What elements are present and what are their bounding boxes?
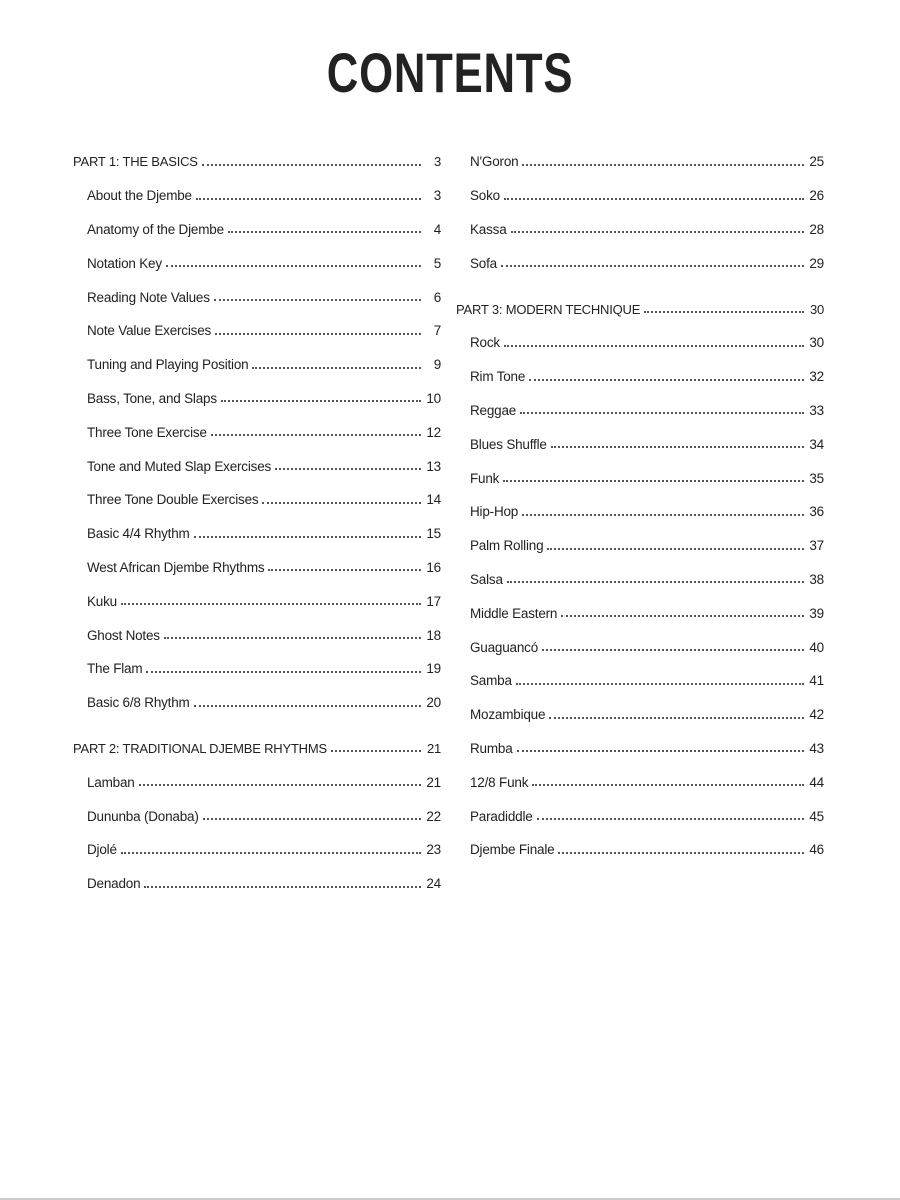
dot-leader — [551, 446, 804, 448]
toc-page-number: 26 — [809, 188, 824, 204]
toc-page-number: 14 — [426, 492, 441, 508]
toc-entry[interactable] — [73, 246, 441, 280]
toc-page-number: 40 — [809, 639, 824, 655]
dot-leader — [275, 468, 421, 470]
toc-page-number: 30 — [809, 301, 824, 317]
dot-leader — [144, 886, 421, 888]
toc-right-column — [456, 145, 824, 867]
dot-leader — [215, 333, 421, 335]
toc-entry[interactable] — [73, 415, 441, 449]
toc-entry-label: About the Djembe — [87, 188, 192, 204]
toc-entry-label: PART 1: THE BASICS — [73, 154, 198, 170]
toc-entry-label: Blues Shuffle — [470, 436, 547, 452]
toc-page-number: 46 — [809, 842, 824, 858]
toc-entry[interactable] — [73, 449, 441, 483]
toc-page-number: 44 — [809, 774, 824, 790]
dot-leader — [511, 231, 804, 233]
toc-entry-label: Three Tone Exercise — [87, 424, 207, 440]
toc-page-number: 16 — [426, 559, 441, 575]
toc-page-number: 42 — [809, 707, 824, 723]
toc-entry-label: Basic 4/4 Rhythm — [87, 526, 190, 542]
toc-entry[interactable] — [456, 213, 824, 247]
toc-page-number: 33 — [809, 402, 824, 418]
toc-page-number: 36 — [809, 504, 824, 520]
toc-entry[interactable] — [456, 799, 824, 833]
toc-entry-label: Tuning and Playing Position — [87, 357, 249, 373]
toc-entry[interactable] — [456, 563, 824, 597]
toc-page-number: 41 — [809, 673, 824, 689]
dot-leader — [532, 784, 804, 786]
toc-entry-label: Salsa — [470, 571, 503, 587]
toc-entry-label: Three Tone Double Exercises — [87, 492, 259, 508]
dot-leader — [202, 164, 421, 166]
dot-leader — [504, 345, 804, 347]
dot-leader — [221, 400, 421, 402]
toc-entry[interactable] — [456, 145, 824, 179]
dot-leader — [166, 265, 421, 267]
toc-entry-label: Dununba (Donaba) — [87, 808, 199, 824]
dot-leader — [501, 265, 804, 267]
toc-part-heading[interactable] — [456, 292, 824, 326]
dot-leader — [522, 164, 804, 166]
toc-entry-label: Tone and Muted Slap Exercises — [87, 458, 272, 474]
toc-entry[interactable] — [73, 867, 441, 901]
toc-entry-label: 12/8 Funk — [470, 774, 529, 790]
dot-leader — [196, 198, 421, 200]
toc-entry[interactable] — [73, 652, 441, 686]
dot-leader — [529, 379, 804, 381]
dot-leader — [504, 198, 804, 200]
toc-entry-label: Ghost Notes — [87, 627, 160, 643]
toc-entry-label: Paradiddle — [470, 808, 533, 824]
toc-page-number: 10 — [426, 390, 441, 406]
dot-leader — [139, 784, 421, 786]
toc-entry[interactable] — [456, 698, 824, 732]
toc-entry[interactable] — [73, 584, 441, 618]
toc-entry[interactable] — [456, 394, 824, 428]
toc-entry-label: Lamban — [87, 774, 135, 790]
toc-page-number: 21 — [426, 740, 441, 756]
toc-page-number: 45 — [809, 808, 824, 824]
toc-entry-label: Bass, Tone, and Slaps — [87, 390, 217, 406]
toc-page-number: 43 — [809, 740, 824, 756]
dot-leader — [522, 514, 804, 516]
toc-page-number: 21 — [426, 774, 441, 790]
toc-entry[interactable] — [73, 833, 441, 867]
toc-page-number: 4 — [433, 221, 441, 237]
toc-page-number: 38 — [809, 571, 824, 587]
toc-left-column — [73, 145, 441, 901]
toc-entry[interactable] — [456, 732, 824, 766]
toc-entry-label: Djolé — [87, 842, 117, 858]
toc-page-number: 30 — [809, 335, 824, 351]
toc-entry-label: Samba — [470, 673, 512, 689]
toc-entry[interactable] — [73, 348, 441, 382]
toc-entry[interactable] — [456, 179, 824, 213]
toc-entry[interactable] — [456, 427, 824, 461]
toc-entry[interactable] — [456, 529, 824, 563]
toc-entry[interactable] — [456, 461, 824, 495]
toc-entry[interactable] — [73, 551, 441, 585]
toc-entry[interactable] — [73, 618, 441, 652]
toc-entry[interactable] — [456, 326, 824, 360]
toc-page-number: 37 — [809, 538, 824, 554]
dot-leader — [228, 231, 421, 233]
dot-leader — [547, 548, 804, 550]
dot-leader — [644, 311, 804, 313]
toc-entry-label: Rim Tone — [470, 369, 526, 385]
toc-entry-label: The Flam — [87, 661, 143, 677]
toc-part-heading[interactable] — [73, 145, 441, 179]
toc-page-number: 3 — [433, 188, 441, 204]
dot-leader — [214, 299, 421, 301]
toc-entry-label: Guaguancó — [470, 639, 539, 655]
toc-entry-label: Soko — [470, 188, 500, 204]
toc-page-number: 12 — [426, 424, 441, 440]
toc-page-number: 39 — [809, 605, 824, 621]
toc-page-number: 19 — [426, 661, 441, 677]
toc-entry[interactable] — [456, 360, 824, 394]
dot-leader — [203, 818, 421, 820]
toc-entry-label: Note Value Exercises — [87, 323, 212, 339]
toc-entry-label: Middle Eastern — [470, 605, 558, 621]
toc-entry[interactable] — [73, 382, 441, 416]
toc-page-number: 18 — [426, 627, 441, 643]
toc-page-number: 28 — [809, 221, 824, 237]
toc-entry-label: Palm Rolling — [470, 538, 544, 554]
toc-entry-label: Sofa — [470, 255, 497, 271]
toc-page-number: 3 — [433, 154, 441, 170]
toc-entry-label: Anatomy of the Djembe — [87, 221, 224, 237]
toc-entry[interactable] — [73, 314, 441, 348]
toc-entry[interactable] — [456, 246, 824, 280]
toc-page-number: 7 — [433, 323, 441, 339]
toc-entry[interactable] — [73, 765, 441, 799]
dot-leader — [164, 637, 421, 639]
toc-entry-label: Reggae — [470, 402, 517, 418]
toc-entry-label: Notation Key — [87, 255, 162, 271]
toc-entry[interactable] — [73, 686, 441, 720]
toc-page-number: 5 — [433, 255, 441, 271]
dot-leader — [262, 502, 421, 504]
toc-entry-label: Denadon — [87, 876, 141, 892]
toc-entry-label: Hip-Hop — [470, 504, 519, 520]
dot-leader — [517, 750, 804, 752]
toc-entry-label: West African Djembe Rhythms — [87, 559, 265, 575]
dot-leader — [503, 480, 804, 482]
dot-leader — [537, 818, 804, 820]
dot-leader — [121, 603, 421, 605]
dot-leader — [516, 683, 804, 685]
toc-entry-label: Rock — [470, 335, 500, 351]
toc-entry[interactable] — [456, 630, 824, 664]
toc-entry[interactable] — [456, 833, 824, 867]
toc-entry-label: Basic 6/8 Rhythm — [87, 695, 190, 711]
dot-leader — [146, 671, 421, 673]
toc-page-number: 25 — [809, 154, 824, 170]
toc-page-number: 20 — [426, 695, 441, 711]
toc-part-heading[interactable] — [73, 732, 441, 766]
toc-entry-label: PART 2: TRADITIONAL DJEMBE RHYTHMS — [73, 740, 327, 756]
toc-entry[interactable] — [456, 664, 824, 698]
toc-page-number: 32 — [809, 369, 824, 385]
page-title: CONTENTS — [326, 41, 574, 104]
toc-page-number: 6 — [433, 289, 441, 305]
toc-page-number: 17 — [426, 593, 441, 609]
toc-entry-label: Rumba — [470, 740, 513, 756]
dot-leader — [549, 717, 804, 719]
toc-entry[interactable] — [456, 495, 824, 529]
toc-entry-label: Reading Note Values — [87, 289, 210, 305]
toc-page-number: 24 — [426, 876, 441, 892]
toc-page-number: 22 — [426, 808, 441, 824]
toc-entry[interactable] — [456, 765, 824, 799]
toc-page-number: 29 — [809, 255, 824, 271]
toc-entry[interactable] — [456, 596, 824, 630]
toc-entry-label: Kassa — [470, 221, 507, 237]
toc-entry[interactable] — [73, 483, 441, 517]
toc-page-number: 13 — [426, 458, 441, 474]
dot-leader — [194, 705, 421, 707]
toc-entry[interactable] — [73, 280, 441, 314]
dot-leader — [211, 434, 421, 436]
dot-leader — [558, 852, 804, 854]
toc-page-number: 15 — [426, 526, 441, 542]
dot-leader — [252, 367, 421, 369]
toc-entry-label: Kuku — [87, 593, 117, 609]
toc-entry-label: Mozambique — [470, 707, 546, 723]
dot-leader — [507, 581, 804, 583]
toc-entry[interactable] — [73, 179, 441, 213]
dot-leader — [331, 750, 421, 752]
dot-leader — [542, 649, 804, 651]
dot-leader — [561, 615, 804, 617]
toc-entry-label: PART 3: MODERN TECHNIQUE — [456, 301, 641, 317]
toc-entry-label: N'Goron — [470, 154, 519, 170]
dot-leader — [194, 536, 421, 538]
dot-leader — [268, 569, 421, 571]
toc-entry[interactable] — [73, 517, 441, 551]
toc-entry[interactable] — [73, 799, 441, 833]
toc-page-number: 9 — [433, 357, 441, 373]
dot-leader — [520, 412, 804, 414]
dot-leader — [121, 852, 421, 854]
toc-page-number: 34 — [809, 436, 824, 452]
toc-entry-label: Funk — [470, 470, 500, 486]
toc-entry-label: Djembe Finale — [470, 842, 555, 858]
toc-page-number: 23 — [426, 842, 441, 858]
toc-page-number: 35 — [809, 470, 824, 486]
toc-entry[interactable] — [73, 213, 441, 247]
